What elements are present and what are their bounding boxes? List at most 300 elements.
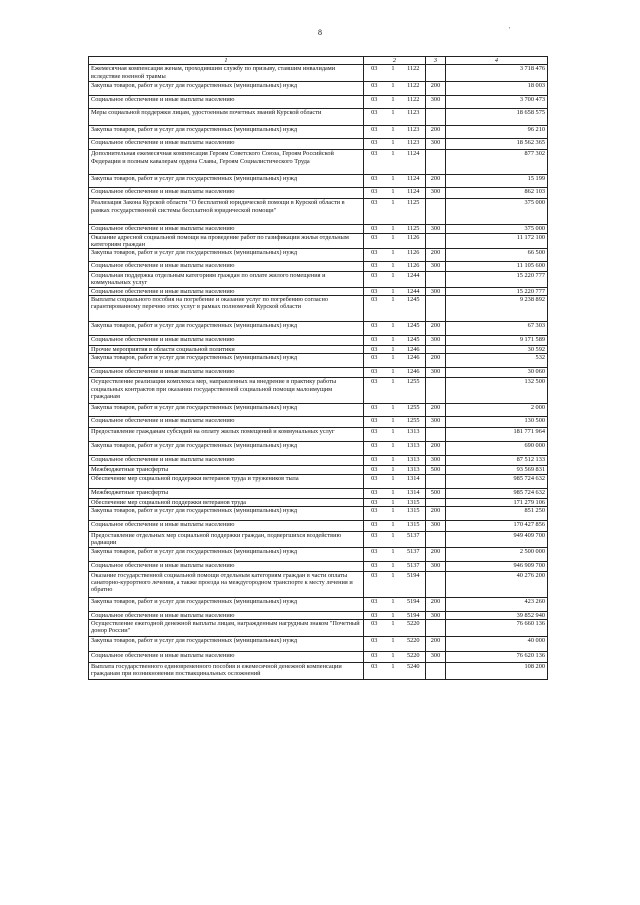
table-row bbox=[89, 296, 548, 322]
cell-article: 5137 bbox=[402, 547, 426, 561]
cell-section: 03 bbox=[364, 428, 385, 442]
corner-mark: ' bbox=[509, 26, 511, 34]
cell-subsection: 1 bbox=[385, 498, 402, 506]
cell-subsection: 1 bbox=[385, 82, 402, 96]
cell-expense-type bbox=[426, 571, 446, 597]
cell-section: 03 bbox=[364, 225, 385, 233]
cell-article: 1315 bbox=[402, 520, 426, 531]
cell-article: 1314 bbox=[402, 474, 426, 488]
cell-amount: 375 000 bbox=[446, 199, 548, 225]
cell-section: 03 bbox=[364, 561, 385, 571]
cell-subsection: 1 bbox=[385, 225, 402, 233]
cell-name: Осуществление ежегодной денежной выплаты лицам, награжденным нагрудным знаком "Почетный донор России" bbox=[89, 619, 364, 636]
cell-subsection: 1 bbox=[385, 561, 402, 571]
cell-subsection: 1 bbox=[385, 417, 402, 428]
cell-article: 1122 bbox=[402, 96, 426, 109]
cell-expense-type: 300 bbox=[426, 96, 446, 109]
header-cell-amount: 4 bbox=[446, 57, 548, 65]
cell-subsection: 1 bbox=[385, 571, 402, 597]
cell-subsection: 1 bbox=[385, 322, 402, 336]
cell-section: 03 bbox=[364, 488, 385, 498]
cell-expense-type: 300 bbox=[426, 651, 446, 662]
cell-name: Оказание государственной социальной помощи отдельным категориям граждан в части оплаты санаторно-курортного лечения, а также проезда на междугородном транспорте к месту лечения и обратно bbox=[89, 571, 364, 597]
table-row bbox=[89, 636, 548, 651]
cell-article: 1245 bbox=[402, 296, 426, 322]
cell-name: Межбюджетные трансферты bbox=[89, 488, 364, 498]
table-row bbox=[89, 233, 548, 249]
cell-amount: 181 771 964 bbox=[446, 428, 548, 442]
cell-article: 5137 bbox=[402, 531, 426, 547]
cell-name: Закупка товаров, работ и услуг для государственных (муниципальных) нужд bbox=[89, 322, 364, 336]
cell-article: 1245 bbox=[402, 322, 426, 336]
cell-section: 03 bbox=[364, 636, 385, 651]
cell-article: 1124 bbox=[402, 150, 426, 175]
cell-subsection: 1 bbox=[385, 65, 402, 82]
cell-name: Реализация Закона Курской области "О бесплатной юридической помощи в Курской области в рамках государственной системы бесплатной юридической помощи" bbox=[89, 199, 364, 225]
cell-expense-type: 200 bbox=[426, 442, 446, 456]
cell-expense-type: 200 bbox=[426, 249, 446, 262]
cell-amount: 171 279 106 bbox=[446, 498, 548, 506]
cell-section: 03 bbox=[364, 417, 385, 428]
table-row bbox=[89, 354, 548, 368]
cell-subsection: 1 bbox=[385, 404, 402, 417]
cell-amount: 15 220 777 bbox=[446, 287, 548, 295]
table-row bbox=[89, 336, 548, 346]
cell-expense-type: 300 bbox=[426, 336, 446, 346]
cell-section: 03 bbox=[364, 96, 385, 109]
cell-section: 03 bbox=[364, 368, 385, 378]
cell-expense-type: 300 bbox=[426, 561, 446, 571]
cell-name: Социальное обеспечение и иные выплаты населению bbox=[89, 651, 364, 662]
cell-name: Закупка товаров, работ и услуг для государственных (муниципальных) нужд bbox=[89, 126, 364, 139]
cell-amount: 18 658 575 bbox=[446, 109, 548, 126]
cell-section: 03 bbox=[364, 322, 385, 336]
cell-article: 1245 bbox=[402, 336, 426, 346]
cell-section: 03 bbox=[364, 65, 385, 82]
cell-name: Закупка товаров, работ и услуг для государственных (муниципальных) нужд bbox=[89, 636, 364, 651]
cell-subsection: 1 bbox=[385, 531, 402, 547]
cell-expense-type: 300 bbox=[426, 262, 446, 272]
cell-name: Социальное обеспечение и иные выплаты населению bbox=[89, 287, 364, 295]
cell-section: 03 bbox=[364, 272, 385, 288]
cell-amount: 66 500 bbox=[446, 249, 548, 262]
table-row bbox=[89, 474, 548, 488]
cell-section: 03 bbox=[364, 109, 385, 126]
cell-amount: 170 427 856 bbox=[446, 520, 548, 531]
cell-section: 03 bbox=[364, 651, 385, 662]
cell-expense-type bbox=[426, 233, 446, 249]
cell-article: 1123 bbox=[402, 109, 426, 126]
cell-section: 03 bbox=[364, 474, 385, 488]
cell-name: Закупка товаров, работ и услуг для государственных (муниципальных) нужд bbox=[89, 597, 364, 611]
cell-name: Дополнительная ежемесячная компенсация Героям Советского Союза, Героям Российской Федерации и полным кавалерам ордена Славы, Героям Социалистического Труда bbox=[89, 150, 364, 175]
cell-subsection: 1 bbox=[385, 296, 402, 322]
cell-section: 03 bbox=[364, 139, 385, 150]
cell-section: 03 bbox=[364, 571, 385, 597]
cell-article: 5137 bbox=[402, 561, 426, 571]
cell-section: 03 bbox=[364, 82, 385, 96]
table-row bbox=[89, 561, 548, 571]
cell-expense-type: 200 bbox=[426, 126, 446, 139]
cell-section: 03 bbox=[364, 466, 385, 474]
cell-section: 03 bbox=[364, 233, 385, 249]
cell-amount: 985 724 632 bbox=[446, 474, 548, 488]
cell-section: 03 bbox=[364, 597, 385, 611]
cell-name: Социальная поддержка отдельным категориям граждан по оплате жилого помещения и коммунальных услуг bbox=[89, 272, 364, 288]
cell-amount: 946 909 700 bbox=[446, 561, 548, 571]
cell-name: Социальное обеспечение и иные выплаты населению bbox=[89, 188, 364, 199]
table-row bbox=[89, 488, 548, 498]
cell-subsection: 1 bbox=[385, 428, 402, 442]
cell-expense-type bbox=[426, 619, 446, 636]
table-row bbox=[89, 651, 548, 662]
cell-article: 1315 bbox=[402, 506, 426, 520]
cell-subsection: 1 bbox=[385, 126, 402, 139]
cell-name: Социальное обеспечение и иные выплаты населению bbox=[89, 611, 364, 619]
cell-amount: 11 172 100 bbox=[446, 233, 548, 249]
cell-article: 5220 bbox=[402, 636, 426, 651]
cell-name: Обеспечение мер социальной поддержки ветеранов труда и тружеников тыла bbox=[89, 474, 364, 488]
cell-amount: 130 500 bbox=[446, 417, 548, 428]
table-row bbox=[89, 611, 548, 619]
table-row bbox=[89, 96, 548, 109]
cell-amount: 851 250 bbox=[446, 506, 548, 520]
cell-article: 1246 bbox=[402, 346, 426, 354]
cell-section: 03 bbox=[364, 506, 385, 520]
cell-amount: 40 276 200 bbox=[446, 571, 548, 597]
cell-expense-type: 300 bbox=[426, 188, 446, 199]
cell-amount: 985 724 632 bbox=[446, 488, 548, 498]
cell-expense-type bbox=[426, 498, 446, 506]
cell-subsection: 1 bbox=[385, 611, 402, 619]
cell-article: 5194 bbox=[402, 597, 426, 611]
cell-expense-type bbox=[426, 296, 446, 322]
cell-article: 1122 bbox=[402, 82, 426, 96]
cell-section: 03 bbox=[364, 619, 385, 636]
table-row bbox=[89, 428, 548, 442]
cell-name: Предоставление отдельных мер социальной поддержки граждан, подвергшихся воздействию радиации bbox=[89, 531, 364, 547]
cell-section: 03 bbox=[364, 249, 385, 262]
cell-subsection: 1 bbox=[385, 442, 402, 456]
cell-expense-type bbox=[426, 150, 446, 175]
cell-article: 1313 bbox=[402, 442, 426, 456]
cell-name: Социальное обеспечение и иные выплаты населению bbox=[89, 262, 364, 272]
cell-expense-type: 300 bbox=[426, 456, 446, 466]
table-row bbox=[89, 150, 548, 175]
cell-expense-type: 300 bbox=[426, 368, 446, 378]
cell-section: 03 bbox=[364, 498, 385, 506]
cell-subsection: 1 bbox=[385, 466, 402, 474]
cell-subsection: 1 bbox=[385, 368, 402, 378]
cell-subsection: 1 bbox=[385, 597, 402, 611]
cell-expense-type: 200 bbox=[426, 506, 446, 520]
cell-subsection: 1 bbox=[385, 547, 402, 561]
cell-article: 5240 bbox=[402, 662, 426, 679]
table-row bbox=[89, 322, 548, 336]
cell-section: 03 bbox=[364, 404, 385, 417]
cell-amount: 9 238 892 bbox=[446, 296, 548, 322]
table-row bbox=[89, 378, 548, 404]
cell-subsection: 1 bbox=[385, 506, 402, 520]
header-cell-code: 2 bbox=[364, 57, 426, 65]
cell-article: 1315 bbox=[402, 498, 426, 506]
cell-name: Меры социальной поддержки лицам, удостоенным почетных званий Курской области bbox=[89, 109, 364, 126]
cell-amount: 423 260 bbox=[446, 597, 548, 611]
cell-subsection: 1 bbox=[385, 188, 402, 199]
cell-expense-type bbox=[426, 272, 446, 288]
cell-expense-type: 500 bbox=[426, 466, 446, 474]
cell-subsection: 1 bbox=[385, 651, 402, 662]
cell-name: Выплаты социального пособия на погребение и оказание услуг по погребению согласно гарантированному перечню этих услуг в рамках полномочий Курской области bbox=[89, 296, 364, 322]
cell-article: 1123 bbox=[402, 126, 426, 139]
cell-subsection: 1 bbox=[385, 346, 402, 354]
cell-name: Социальное обеспечение и иные выплаты населению bbox=[89, 225, 364, 233]
cell-name: Закупка товаров, работ и услуг для государственных (муниципальных) нужд bbox=[89, 404, 364, 417]
cell-section: 03 bbox=[364, 611, 385, 619]
cell-name: Закупка товаров, работ и услуг для государственных (муниципальных) нужд bbox=[89, 175, 364, 188]
budget-table bbox=[88, 56, 548, 680]
table-row bbox=[89, 139, 548, 150]
cell-subsection: 1 bbox=[385, 272, 402, 288]
cell-expense-type bbox=[426, 378, 446, 404]
cell-subsection: 1 bbox=[385, 520, 402, 531]
cell-article: 1124 bbox=[402, 175, 426, 188]
table-row bbox=[89, 175, 548, 188]
cell-section: 03 bbox=[364, 354, 385, 368]
cell-section: 03 bbox=[364, 531, 385, 547]
cell-name: Предоставление гражданам субсидий на оплату жилых помещений и коммунальных услуг bbox=[89, 428, 364, 442]
table-row bbox=[89, 466, 548, 474]
cell-subsection: 1 bbox=[385, 233, 402, 249]
cell-subsection: 1 bbox=[385, 175, 402, 188]
cell-article: 1313 bbox=[402, 428, 426, 442]
table-row bbox=[89, 456, 548, 466]
table-row bbox=[89, 65, 548, 82]
cell-section: 03 bbox=[364, 662, 385, 679]
cell-section: 03 bbox=[364, 378, 385, 404]
cell-expense-type: 200 bbox=[426, 597, 446, 611]
cell-amount: 96 210 bbox=[446, 126, 548, 139]
cell-expense-type bbox=[426, 474, 446, 488]
table-row bbox=[89, 571, 548, 597]
cell-name: Межбюджетные трансферты bbox=[89, 466, 364, 474]
cell-expense-type bbox=[426, 428, 446, 442]
cell-name: Закупка товаров, работ и услуг для государственных (муниципальных) нужд bbox=[89, 506, 364, 520]
cell-subsection: 1 bbox=[385, 199, 402, 225]
table-row bbox=[89, 82, 548, 96]
table-row bbox=[89, 225, 548, 233]
cell-subsection: 1 bbox=[385, 262, 402, 272]
cell-amount: 690 000 bbox=[446, 442, 548, 456]
cell-section: 03 bbox=[364, 262, 385, 272]
table-row bbox=[89, 619, 548, 636]
cell-article: 1123 bbox=[402, 139, 426, 150]
cell-article: 5220 bbox=[402, 619, 426, 636]
cell-expense-type bbox=[426, 199, 446, 225]
cell-amount: 76 660 136 bbox=[446, 619, 548, 636]
cell-section: 03 bbox=[364, 199, 385, 225]
table-row bbox=[89, 404, 548, 417]
cell-section: 03 bbox=[364, 547, 385, 561]
cell-name: Социальное обеспечение и иные выплаты населению bbox=[89, 96, 364, 109]
cell-subsection: 1 bbox=[385, 249, 402, 262]
table-row bbox=[89, 109, 548, 126]
cell-subsection: 1 bbox=[385, 378, 402, 404]
cell-section: 03 bbox=[364, 175, 385, 188]
cell-name: Обеспечение мер социальной поддержки ветеранов труда bbox=[89, 498, 364, 506]
cell-article: 1126 bbox=[402, 233, 426, 249]
cell-name: Закупка товаров, работ и услуг для государственных (муниципальных) нужд bbox=[89, 547, 364, 561]
cell-article: 1246 bbox=[402, 354, 426, 368]
table-row bbox=[89, 506, 548, 520]
cell-amount: 375 000 bbox=[446, 225, 548, 233]
cell-article: 1122 bbox=[402, 65, 426, 82]
table-row bbox=[89, 662, 548, 679]
table-row bbox=[89, 188, 548, 199]
cell-expense-type: 300 bbox=[426, 225, 446, 233]
cell-expense-type bbox=[426, 662, 446, 679]
cell-amount: 2 000 bbox=[446, 404, 548, 417]
cell-expense-type: 200 bbox=[426, 354, 446, 368]
cell-amount: 132 500 bbox=[446, 378, 548, 404]
cell-section: 03 bbox=[364, 336, 385, 346]
cell-amount: 949 409 700 bbox=[446, 531, 548, 547]
cell-expense-type: 300 bbox=[426, 139, 446, 150]
cell-expense-type: 300 bbox=[426, 520, 446, 531]
table-row bbox=[89, 547, 548, 561]
table-row bbox=[89, 272, 548, 288]
cell-amount: 9 171 589 bbox=[446, 336, 548, 346]
cell-expense-type bbox=[426, 346, 446, 354]
cell-name: Социальное обеспечение и иные выплаты населению bbox=[89, 336, 364, 346]
cell-amount: 30 060 bbox=[446, 368, 548, 378]
cell-expense-type bbox=[426, 65, 446, 82]
cell-expense-type: 200 bbox=[426, 404, 446, 417]
cell-article: 1246 bbox=[402, 368, 426, 378]
cell-name: Закупка товаров, работ и услуг для государственных (муниципальных) нужд bbox=[89, 442, 364, 456]
cell-expense-type: 200 bbox=[426, 547, 446, 561]
cell-article: 5220 bbox=[402, 651, 426, 662]
cell-amount: 877 302 bbox=[446, 150, 548, 175]
table-row bbox=[89, 249, 548, 262]
cell-expense-type: 300 bbox=[426, 611, 446, 619]
table-row bbox=[89, 597, 548, 611]
cell-name: Оказание адресной социальной помощи на проведение работ по газификации жилья отдельным категориям граждан bbox=[89, 233, 364, 249]
cell-subsection: 1 bbox=[385, 139, 402, 150]
cell-article: 1313 bbox=[402, 466, 426, 474]
cell-name: Ежемесячная компенсация женам, проходившим службу по призыву, ставшим инвалидами вследствие военной травмы bbox=[89, 65, 364, 82]
table-row bbox=[89, 498, 548, 506]
cell-expense-type bbox=[426, 531, 446, 547]
cell-amount: 76 620 136 bbox=[446, 651, 548, 662]
cell-subsection: 1 bbox=[385, 287, 402, 295]
cell-amount: 15 220 777 bbox=[446, 272, 548, 288]
cell-section: 03 bbox=[364, 287, 385, 295]
cell-subsection: 1 bbox=[385, 96, 402, 109]
table-row bbox=[89, 287, 548, 295]
table-row bbox=[89, 199, 548, 225]
cell-name: Осуществление реализации комплекса мер, направленных на внедрение в практику работы социальных контрактов при оказании государственной социальной помощи малоимущим гражданам bbox=[89, 378, 364, 404]
cell-expense-type: 200 bbox=[426, 82, 446, 96]
table-header-row bbox=[89, 57, 548, 65]
cell-section: 03 bbox=[364, 126, 385, 139]
cell-article: 1255 bbox=[402, 378, 426, 404]
cell-subsection: 1 bbox=[385, 456, 402, 466]
cell-section: 03 bbox=[364, 346, 385, 354]
cell-article: 1126 bbox=[402, 262, 426, 272]
table-row bbox=[89, 442, 548, 456]
cell-amount: 18 562 365 bbox=[446, 139, 548, 150]
cell-subsection: 1 bbox=[385, 488, 402, 498]
cell-subsection: 1 bbox=[385, 150, 402, 175]
cell-article: 1255 bbox=[402, 417, 426, 428]
cell-amount: 11 105 600 bbox=[446, 262, 548, 272]
cell-amount: 40 000 bbox=[446, 636, 548, 651]
cell-expense-type: 200 bbox=[426, 322, 446, 336]
table-row bbox=[89, 262, 548, 272]
cell-amount: 15 199 bbox=[446, 175, 548, 188]
cell-section: 03 bbox=[364, 520, 385, 531]
cell-article: 1126 bbox=[402, 249, 426, 262]
cell-name: Закупка товаров, работ и услуг для государственных (муниципальных) нужд bbox=[89, 249, 364, 262]
cell-section: 03 bbox=[364, 150, 385, 175]
table-row bbox=[89, 126, 548, 139]
cell-amount: 87 512 133 bbox=[446, 456, 548, 466]
cell-article: 1244 bbox=[402, 287, 426, 295]
cell-article: 5194 bbox=[402, 611, 426, 619]
cell-amount: 3 718 476 bbox=[446, 65, 548, 82]
table-row bbox=[89, 520, 548, 531]
table-row bbox=[89, 346, 548, 354]
cell-amount: 532 bbox=[446, 354, 548, 368]
cell-expense-type: 200 bbox=[426, 175, 446, 188]
cell-article: 1125 bbox=[402, 225, 426, 233]
cell-name: Социальное обеспечение и иные выплаты населению bbox=[89, 561, 364, 571]
cell-article: 1125 bbox=[402, 199, 426, 225]
cell-name: Социальное обеспечение и иные выплаты населению bbox=[89, 417, 364, 428]
cell-section: 03 bbox=[364, 442, 385, 456]
cell-subsection: 1 bbox=[385, 662, 402, 679]
cell-section: 03 bbox=[364, 296, 385, 322]
cell-name: Социальное обеспечение и иные выплаты населению bbox=[89, 520, 364, 531]
cell-article: 1124 bbox=[402, 188, 426, 199]
cell-name: Выплата государственного единовременного пособия и ежемесячной денежной компенсации гражданам при возникновении поствакцинальных осложнений bbox=[89, 662, 364, 679]
cell-name: Социальное обеспечение и иные выплаты населению bbox=[89, 456, 364, 466]
cell-article: 1314 bbox=[402, 488, 426, 498]
cell-article: 5194 bbox=[402, 571, 426, 597]
table-row bbox=[89, 531, 548, 547]
cell-section: 03 bbox=[364, 188, 385, 199]
cell-expense-type: 200 bbox=[426, 636, 446, 651]
cell-subsection: 1 bbox=[385, 354, 402, 368]
cell-subsection: 1 bbox=[385, 109, 402, 126]
cell-name: Закупка товаров, работ и услуг для государственных (муниципальных) нужд bbox=[89, 82, 364, 96]
cell-subsection: 1 bbox=[385, 619, 402, 636]
cell-amount: 30 592 bbox=[446, 346, 548, 354]
cell-article: 1313 bbox=[402, 456, 426, 466]
cell-expense-type: 500 bbox=[426, 488, 446, 498]
cell-amount: 93 569 831 bbox=[446, 466, 548, 474]
cell-expense-type: 300 bbox=[426, 417, 446, 428]
cell-article: 1255 bbox=[402, 404, 426, 417]
header-cell-name: 1 bbox=[89, 57, 364, 65]
cell-name: Социальное обеспечение и иные выплаты населению bbox=[89, 368, 364, 378]
cell-name: Закупка товаров, работ и услуг для государственных (муниципальных) нужд bbox=[89, 354, 364, 368]
cell-subsection: 1 bbox=[385, 474, 402, 488]
cell-subsection: 1 bbox=[385, 636, 402, 651]
cell-expense-type: 300 bbox=[426, 287, 446, 295]
cell-amount: 2 500 000 bbox=[446, 547, 548, 561]
